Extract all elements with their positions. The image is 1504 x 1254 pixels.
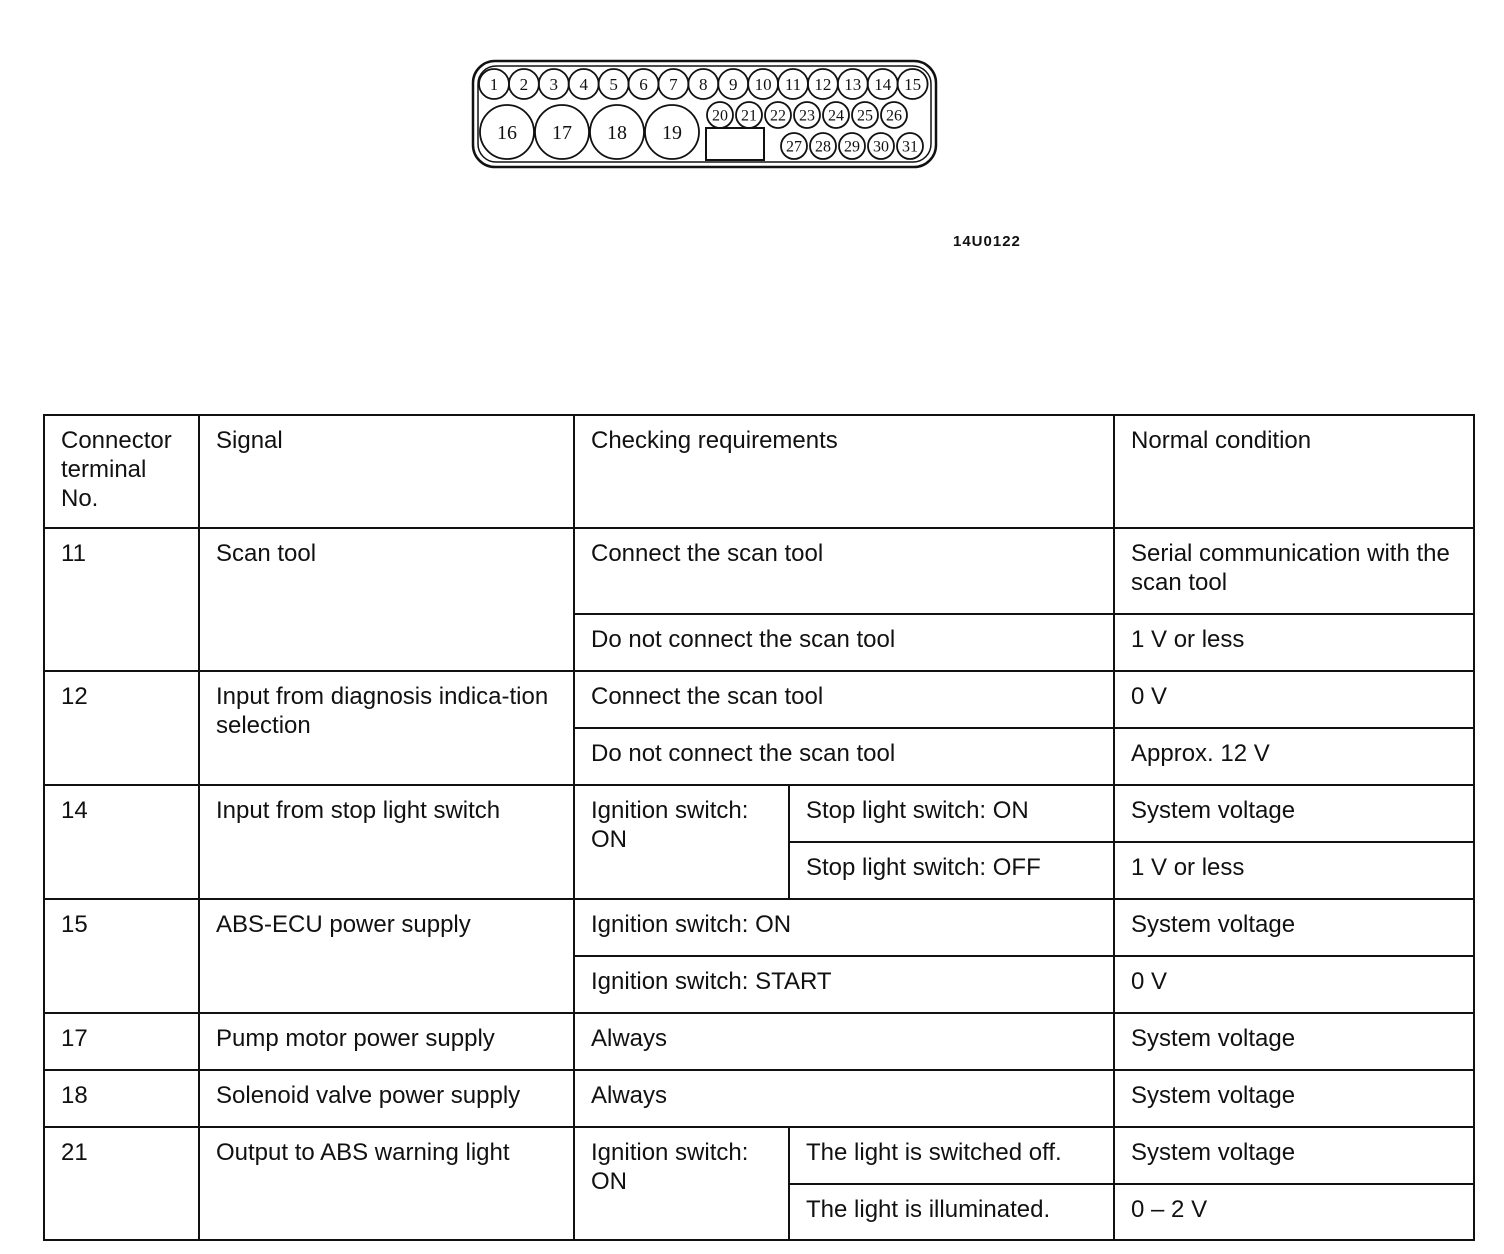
- table-row: [44, 671, 1474, 728]
- connector-pin-label: 12: [814, 74, 832, 94]
- terminal-cell: 12: [44, 671, 199, 785]
- normal-cell: System voltage: [1114, 785, 1474, 842]
- connector-pin-label: 27: [786, 138, 802, 156]
- signal-cell: Output to ABS warning light: [199, 1127, 574, 1240]
- condition-cell: Do not connect the scan tool: [574, 614, 1114, 671]
- table-row: [44, 1013, 1474, 1070]
- connector-pin-label: 1: [489, 74, 499, 94]
- terminal-cell: 17: [44, 1013, 199, 1070]
- connector-diagram: [470, 58, 940, 170]
- table-header-row: [44, 415, 1474, 528]
- connector-pin-label: 15: [904, 74, 922, 94]
- connector-pin-label: 8: [699, 74, 708, 94]
- terminal-cell: 18: [44, 1070, 199, 1127]
- table-row: [44, 1070, 1474, 1127]
- terminal-cell: 14: [44, 785, 199, 899]
- connector-pin-label: 16: [497, 122, 517, 144]
- signal-cell: Input from stop light switch: [199, 785, 574, 899]
- connector-pin-label: 22: [770, 107, 786, 125]
- normal-cell: System voltage: [1114, 899, 1474, 956]
- normal-cell: Serial communication with the scan tool: [1114, 528, 1474, 614]
- header-signal: Signal: [199, 415, 574, 528]
- connector-pin-label: 24: [828, 107, 844, 125]
- connector-pin-label: 28: [815, 138, 831, 156]
- normal-cell: System voltage: [1114, 1070, 1474, 1127]
- terminal-cell: 15: [44, 899, 199, 1013]
- connector-pin-label: 10: [754, 74, 772, 94]
- connector-pin-label: 2: [519, 74, 529, 94]
- connector-pin-label: 30: [873, 138, 889, 156]
- signal-cell: Solenoid valve power supply: [199, 1070, 574, 1127]
- condition-cell: Stop light switch: OFF: [789, 842, 1114, 899]
- terminal-cell: 11: [44, 528, 199, 671]
- connector-pin-label: 7: [669, 74, 678, 94]
- connector-pin-label: 25: [857, 107, 873, 125]
- condition-cell: The light is switched off.: [789, 1127, 1114, 1184]
- terminal-check-table: [43, 414, 1475, 1241]
- condition-cell: Ignition switch: ON: [574, 899, 1114, 956]
- condition-cell: Connect the scan tool: [574, 671, 1114, 728]
- condition-cell: The light is illuminated.: [789, 1184, 1114, 1240]
- normal-cell: 0 – 2 V: [1114, 1184, 1474, 1240]
- table-row: [44, 528, 1474, 614]
- connector-pin-label: 3: [549, 74, 559, 94]
- connector-pin-label: 23: [799, 107, 815, 125]
- header-normal-condition: Normal condition: [1114, 415, 1474, 528]
- connector-pin-label: 29: [844, 138, 860, 156]
- connector-pin-label: 17: [552, 122, 572, 144]
- connector-pin-label: 6: [639, 74, 648, 94]
- condition-cell: Always: [574, 1070, 1114, 1127]
- header-terminal: Connector terminal No.: [44, 415, 199, 528]
- connector-pin-label: 21: [741, 107, 757, 125]
- header-checking-requirements: Checking requirements: [574, 415, 1114, 528]
- signal-cell: Pump motor power supply: [199, 1013, 574, 1070]
- normal-cell: 0 V: [1114, 956, 1474, 1013]
- connector-pin-label: 9: [728, 74, 738, 94]
- normal-cell: 1 V or less: [1114, 614, 1474, 671]
- normal-cell: System voltage: [1114, 1013, 1474, 1070]
- connector-pin-label: 11: [784, 74, 802, 94]
- condition-cell: Do not connect the scan tool: [574, 728, 1114, 785]
- connector-pin-label: 5: [609, 74, 618, 94]
- condition-cell: Stop light switch: ON: [789, 785, 1114, 842]
- normal-cell: System voltage: [1114, 1127, 1474, 1184]
- connector-pin-label: 18: [607, 122, 627, 144]
- group-condition-cell: Ignition switch: ON: [574, 785, 789, 899]
- condition-cell: Always: [574, 1013, 1114, 1070]
- condition-cell: Connect the scan tool: [574, 528, 1114, 614]
- signal-cell: Scan tool: [199, 528, 574, 671]
- connector-pin-label: 14: [874, 74, 892, 94]
- connector-key-slot: [706, 128, 764, 160]
- table-row: [44, 785, 1474, 842]
- connector-pin-label: 20: [712, 107, 728, 125]
- normal-cell: 0 V: [1114, 671, 1474, 728]
- connector-pin-label: 31: [902, 138, 918, 156]
- signal-cell: ABS-ECU power supply: [199, 899, 574, 1013]
- connector-pin-label: 4: [579, 74, 588, 94]
- connector-pin-label: 19: [662, 122, 682, 144]
- table-row: [44, 899, 1474, 956]
- condition-cell: Ignition switch: START: [574, 956, 1114, 1013]
- signal-cell: Input from diagnosis indica-tion selection: [199, 671, 574, 785]
- terminal-cell: 21: [44, 1127, 199, 1240]
- normal-cell: 1 V or less: [1114, 842, 1474, 899]
- figure-code: 14U0122: [953, 233, 1021, 250]
- group-condition-cell: Ignition switch: ON: [574, 1127, 789, 1240]
- normal-cell: Approx. 12 V: [1114, 728, 1474, 785]
- connector-pin-label: 13: [844, 74, 862, 94]
- table-row: [44, 1127, 1474, 1184]
- connector-pin-label: 26: [886, 107, 902, 125]
